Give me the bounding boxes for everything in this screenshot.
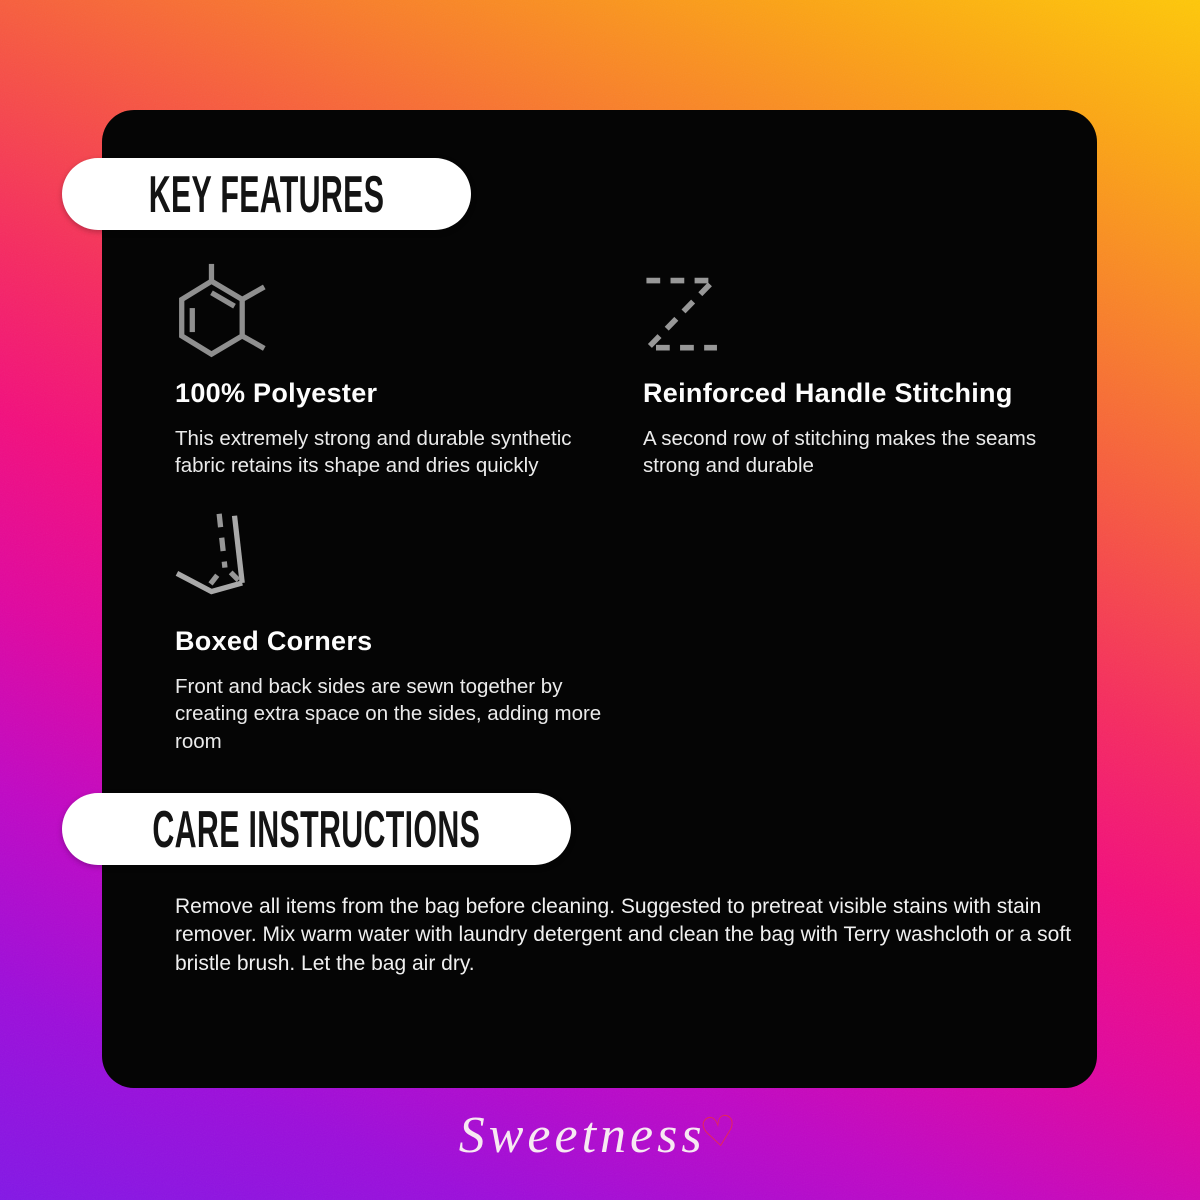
feature-description: This extremely strong and durable synthetic fabric retains its shape and dries quickly [175, 427, 572, 478]
key-features-heading-pill [62, 158, 471, 230]
feature-boxed-corners [175, 506, 615, 755]
care-instructions-text: Remove all items from the bag before cleaning. Suggested to pretreat visible stains with stain remover. Mix warm water with laundry detergent and clean the bag with Terry washcloth or a soft bristle brush. Let the bag air dry. [175, 895, 1072, 975]
care-instructions-heading: CARE INSTRUCTIONS [152, 799, 481, 859]
feature-description: A second row of stitching makes the seams strong and durable [643, 427, 1037, 478]
feature-polyester [175, 258, 615, 480]
brand-name: Sweetness [458, 1107, 706, 1164]
feature-title: 100% Polyester [175, 378, 378, 408]
feature-description: Front and back sides are sewn together by creating extra space on the sides, adding more room [175, 675, 602, 753]
brand-signature [0, 1106, 1200, 1165]
heart-icon: ♡ [696, 1107, 745, 1159]
feature-title: Boxed Corners [175, 626, 373, 656]
stitch-zigzag-icon [643, 270, 729, 360]
boxed-corner-icon [175, 508, 271, 608]
key-features-heading: KEY FEATURES [148, 164, 385, 224]
care-instructions-heading-pill [62, 793, 571, 865]
feature-title: Reinforced Handle Stitching [643, 378, 1013, 408]
feature-stitching [643, 258, 1073, 480]
polymer-hexagon-icon [175, 260, 271, 360]
